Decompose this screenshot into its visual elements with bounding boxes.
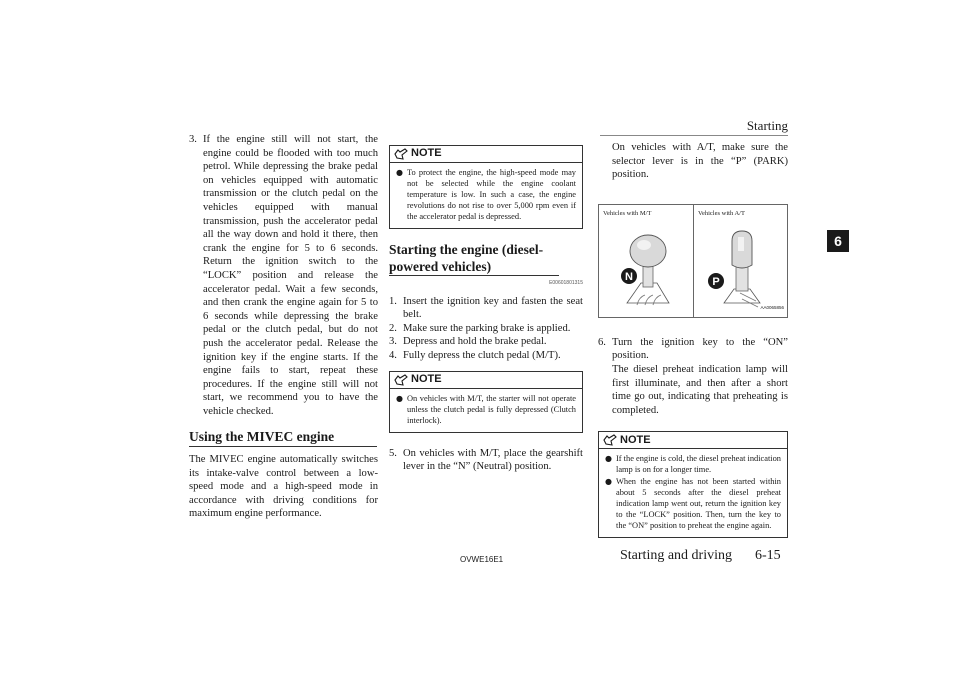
at-intro: On vehicles with A/T, make sure the selector lever is in the “P” (PARK) position. xyxy=(612,142,788,181)
note-header xyxy=(390,372,582,389)
note-bullet-text: To protect the engine, the high-speed mode may not be selected while the engine coolant temperature is low. In such a case, the engine revolutions do not rise to over 5,000 rpm even if the accelerator pedal is depressed. xyxy=(407,168,576,221)
hand-note-icon xyxy=(603,434,617,446)
hand-note-icon xyxy=(394,148,408,160)
step-number: 3. xyxy=(189,134,197,145)
step-number: 3. xyxy=(389,336,397,348)
gear-lever-figure xyxy=(598,204,788,318)
note-box-1 xyxy=(389,145,583,229)
page-number: 6-15 xyxy=(755,548,781,563)
note-box-3 xyxy=(598,431,788,538)
step-6 xyxy=(598,336,788,418)
step-number: 5. xyxy=(389,447,397,459)
step-number: 2. xyxy=(389,322,397,334)
note-label: NOTE xyxy=(620,433,651,446)
step-number: 4. xyxy=(389,349,397,361)
note-bullet-text: On vehicles with M/T, the starter will not operate unless the clutch pedal is fully depressed (Clutch interlock). xyxy=(407,393,576,425)
note-bullet xyxy=(396,167,576,222)
note-bullet-text: When the engine has not been started within about 5 seconds after the diesel preheat indication lamp went out, return the ignition key to the “LOCK” position. Then, turn the key to the “ON” position to preheat the engine again. xyxy=(616,477,781,531)
note-box-2 xyxy=(389,371,583,433)
step-text: On vehicles with M/T, place the gearshift lever in the “N” (Neutral) position. xyxy=(403,447,583,473)
note-bullet-text: If the engine is cold, the diesel preheat indication lamp is on for a longer time. xyxy=(616,454,781,475)
square-bullet-icon: ● xyxy=(605,477,612,487)
step-text: Fully depress the clutch pedal (M/T). xyxy=(403,349,561,361)
section-code: E00601801315 xyxy=(549,280,583,286)
figure-code: AA0065856 xyxy=(760,305,784,311)
step-text: Insert the ignition key and fasten the seat belt. xyxy=(403,295,583,321)
step-number: 1. xyxy=(389,295,397,307)
chapter-tab: 6 xyxy=(827,230,849,252)
automatic-selector-lever-illustration xyxy=(694,205,787,317)
note-bullet xyxy=(605,453,781,475)
note-bullet xyxy=(605,476,781,531)
step-text xyxy=(612,336,788,418)
p-position-label: P xyxy=(712,275,720,288)
note-body xyxy=(390,389,582,432)
hand-note-icon xyxy=(394,374,408,386)
step-number: 6. xyxy=(598,336,606,348)
section-heading-diesel xyxy=(389,241,583,276)
step-3 xyxy=(189,133,378,418)
footer-section: Starting and driving xyxy=(620,548,732,563)
column-2 xyxy=(389,141,583,474)
footer-code: OVWE16E1 xyxy=(460,555,504,564)
note-bullet xyxy=(396,393,576,426)
note-label: NOTE xyxy=(411,147,442,160)
n-position-label: N xyxy=(625,270,633,283)
step-text: If the engine still will not start, the engine could be flooded with too much petrol. While depressing the brake pedal on vehicles equipped with automatic transmission or the clutch pedal on the vehicles equipped with manual transmission, push the accelerator pedal all the way down and hold it there, then crank the engine for 5 to 6 seconds. Return the ignition switch to the “LOCK” position and release the accelerator pedal. Wait a few seconds, and then crank the engine again for 5 to 6 seconds while depressing the brake pedal or the clutch pedal, but do not push the accelerator pedal. Release the ignition key if the engine starts. If the engine fails to start, repeat these procedures. If the engine still will not start, we recommend you to have the vehicle checked. xyxy=(203,134,378,417)
running-header: Starting xyxy=(746,118,788,133)
manual-shift-lever-illustration xyxy=(599,205,693,317)
note-body xyxy=(599,449,787,537)
step-text-line: Turn the ignition key to the “ON” position. xyxy=(612,336,788,362)
mivec-paragraph: The MIVEC engine automatically switches its intake-valve control between a low-speed mode and a high-speed mode in accordance with driving conditions for maximum engine performance. xyxy=(189,454,378,520)
step-text: Depress and hold the brake pedal. xyxy=(403,336,547,348)
figure-caption-mt: Vehicles with M/T xyxy=(603,209,652,217)
step-5 xyxy=(389,447,583,474)
header-rule xyxy=(600,135,788,136)
step-3 xyxy=(389,335,583,349)
square-bullet-icon: ● xyxy=(396,168,403,177)
figure-caption-at: Vehicles with A/T xyxy=(698,209,745,217)
note-body xyxy=(390,163,582,228)
heading-line-1: Starting the engine (diesel- xyxy=(389,242,544,257)
heading-rule xyxy=(389,275,559,276)
step-1 xyxy=(389,295,583,322)
note-header xyxy=(599,432,787,449)
step-4 xyxy=(389,349,583,363)
step-text: Make sure the parking brake is applied. xyxy=(403,322,571,334)
section-heading-mivec: Using the MIVEC engine xyxy=(189,430,377,447)
note-header xyxy=(390,146,582,163)
note-label: NOTE xyxy=(411,372,442,385)
heading-line-2: powered vehicles) xyxy=(389,259,492,274)
column-1 xyxy=(189,133,378,527)
column-3 xyxy=(598,141,788,546)
square-bullet-icon: ● xyxy=(396,393,403,403)
square-bullet-icon: ● xyxy=(605,454,612,464)
step-text-line: The diesel preheat indication lamp will first illuminate, and then after a short time go out, indicating that preheating is completed. xyxy=(612,363,788,416)
step-2 xyxy=(389,322,583,336)
